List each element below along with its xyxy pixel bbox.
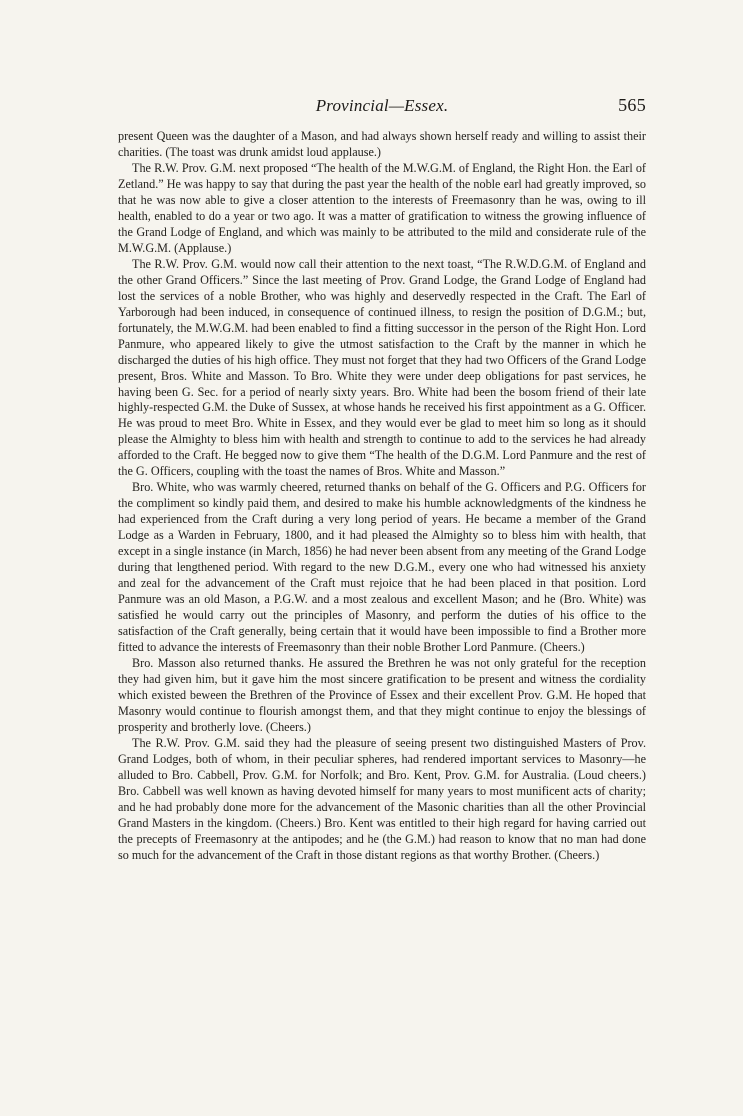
paragraph-visiting-masters-toast: The R.W. Prov. G.M. said they had the pleasure of seeing present two distinguished Masters of Prov. Grand Lodges, both of whom, in their peculiar spheres, had rendered important services to Masonry—he alluded to Bro. Cabbell, Prov. G.M. for Norfolk; and Bro. Kent, Prov. G.M. for Australia. (Loud cheers.) Bro. Cabbell was well known as having devoted himself for many years to most munificent acts of charity; and he had probably done more for the advancement of the Masonic charities than all the other Provincial Grand Masters in the kingdom. (Cheers.) Bro. Kent was entitled to their high regard for having carried out the precepts of Freemasonry at the antipodes; and he (the G.M.) had reason to know that no man had done so much for the advancement of the Craft in those distant regions as that worthy Brother. (Cheers.) xyxy=(118,735,646,862)
page-number: 565 xyxy=(618,95,646,115)
running-title: Provincial—Essex. xyxy=(315,96,449,115)
paragraph-bro-white-reply: Bro. White, who was warmly cheered, returned thanks on behalf of the G. Officers and P.G. Officers for the compliment so kindly paid them, and desired to make his humble acknowledgments of the kindness he had experienced from the Craft during a very long period of years. He became a member of the Grand Lodge as a Warden in February, 1800, and it had pleased the Almighty so to bless him with health, that except in a single instance (in March, 1856) he had never been absent from any meeting of the Grand Lodge during that lengthened period. With regard to the new D.G.M., every one who had witnessed his anxiety and zeal for the advancement of the Craft must rejoice that he had been placed in that position. Lord Panmure was an old Mason, a P.G.W. and a most zealous and excellent Mason; and he (Bro. White) was satisfied he would carry out the principles of Masonry, and perform the duties of his office to the satisfaction of the Craft generally, being certain that it would have been impossible to find a Brother more fitted to advance the interests of Freemasonry than their noble Brother Lord Panmure. (Cheers.) xyxy=(118,480,646,654)
paragraph-queen-toast: present Queen was the daughter of a Mason, and had always shown herself ready and willing to assist their charities. (The toast was drunk amidst loud applause.) xyxy=(118,129,646,159)
paragraph-rwdgm-toast: The R.W. Prov. G.M. would now call their attention to the next toast, “The R.W.D.G.M. of England and the other Grand Officers.” Since the last meeting of Prov. Grand Lodge, the Grand Lodge of England had lost the services of a noble Brother, who was highly and deservedly respected in the Craft. The Earl of Yarborough had been induced, in consequence of continued illness, to resign the position of D.G.M.; but, fortunately, the M.W.G.M. had been enabled to find a fitting successor in the person of the Right Hon. Lord Panmure, who appeared likely to give the utmost satisfaction to the Craft by the manner in which he discharged the duties of his high office. They must not forget that they had two Officers of the Grand Lodge present, Bros. White and Masson. To Bro. White they were under deep obligations for past services, he having been G. Sec. for a period of nearly sixty years. Bro. White had been the bosom friend of their late highly-respected G.M. the Duke of Sussex, at whose hands he received his first appointment as a G. Officer. He was proud to meet Bro. White in Essex, and they would ever be glad to meet him so long as it should please the Almighty to bless him with health and strength to continue to add to the services he had already afforded to the Craft. He begged now to give them “The health of the D.G.M. Lord Panmure and the rest of the G. Officers, coupling with the toast the names of Bros. White and Masson.” xyxy=(118,256,646,479)
page-header xyxy=(118,96,646,122)
paragraph-mwgm-toast: The R.W. Prov. G.M. next proposed “The health of the M.W.G.M. of England, the Right Hon. the Earl of Zetland.” He was happy to say that during the past year the health of the noble earl had greatly improved, so that he was now able to give a closer attention to the interests of Freemasonry than he was, owing to ill health, enabled to do a year or two ago. It was a matter of gratification to witness the growing influence of the Grand Lodge of England, and which was mainly to be attributed to the mild and considerate rule of the M.W.G.M. (Applause.) xyxy=(118,160,646,255)
article-body xyxy=(118,129,646,864)
paragraph-bro-masson-reply: Bro. Masson also returned thanks. He assured the Brethren he was not only grateful for the reception they had given him, but it gave him the most sincere gratification to be present and witness the cordiality which existed beween the Brethren of the Province of Essex and their excellent Prov. G.M. He hoped that Masonry would continue to flourish amongst them, and that they might continue to enjoy the blessings of prosperity and brotherly love. (Cheers.) xyxy=(118,655,646,734)
